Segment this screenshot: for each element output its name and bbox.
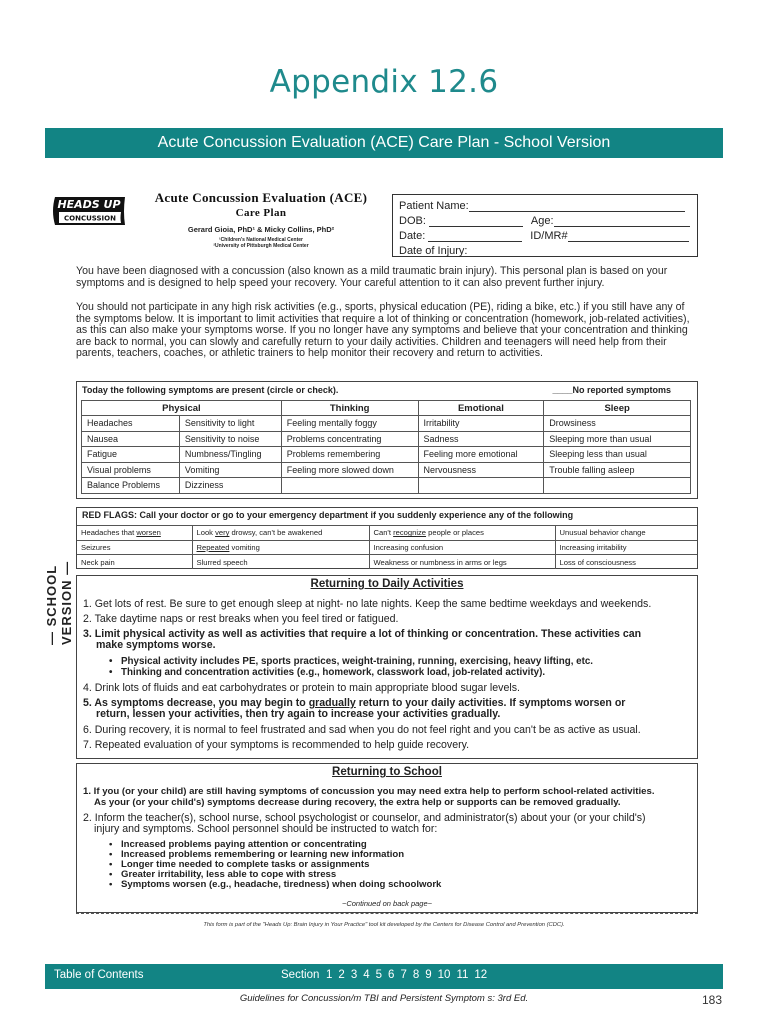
red-flags-box — [76, 507, 698, 569]
symptom-cell[interactable]: Nervousness — [418, 462, 544, 478]
date-field[interactable] — [428, 231, 522, 242]
table-row — [77, 526, 697, 541]
dob-label: DOB: — [399, 215, 426, 227]
symptom-cell[interactable]: Fatigue — [82, 447, 180, 463]
date-label: Date: — [399, 230, 426, 242]
red-flag-cell: Headaches that worsen — [77, 526, 192, 541]
table-row — [82, 462, 691, 478]
section-link-12[interactable]: 12 — [474, 969, 488, 981]
red-flag-cell: Loss of consciousness — [555, 555, 697, 570]
appendix-title: Appendix 12.6 — [269, 64, 499, 100]
symptom-cell[interactable]: Feeling more slowed down — [281, 462, 418, 478]
symptom-cell[interactable]: Visual problems — [82, 462, 180, 478]
banner-title: Acute Concussion Evaluation (ACE) Care Plan - School Version — [45, 128, 723, 158]
school-bullet: • Greater irritability, less able to cope with stress — [109, 869, 337, 880]
red-flag-cell: Can't recognize people or places — [369, 526, 555, 541]
date-of-injury-label: Date of Injury: — [399, 245, 468, 257]
symptom-cell[interactable]: Sleeping more than usual — [544, 431, 691, 447]
affiliation-2: ²University of Pittsburgh Medical Center — [213, 243, 309, 249]
col-header-emotional: Emotional — [418, 401, 544, 416]
table-of-contents-link[interactable]: Table of Contents — [54, 969, 144, 981]
section-link-8[interactable]: 8 — [412, 969, 420, 981]
section-link-11[interactable]: 11 — [456, 969, 469, 981]
red-flags-table — [77, 525, 697, 569]
red-flag-cell: Neck pain — [77, 555, 192, 570]
affiliation-1: ¹Children's National Medical Center — [219, 237, 303, 243]
school-bullet: • Increased problems paying attention or concentrating — [109, 839, 367, 850]
table-row — [82, 447, 691, 463]
symptom-cell[interactable]: Drowsiness — [544, 416, 691, 432]
section-link-4[interactable]: 4 — [363, 969, 370, 981]
red-flags-heading: RED FLAGS: Call your doctor or go to your emergency department if you suddenly experience any of the following — [82, 510, 574, 520]
section-label: Section — [281, 969, 320, 981]
section-link-2[interactable]: 2 — [338, 969, 345, 981]
symptoms-table — [81, 400, 691, 494]
ace-subtitle: Care Plan — [235, 207, 287, 219]
school-heading: Returning to School — [332, 766, 442, 778]
daily-bullet-1: • Physical activity includes PE, sports practices, weight-training, running, exercising, heavy lifting, etc. — [109, 656, 594, 667]
symptom-cell[interactable]: Sadness — [418, 431, 544, 447]
returning-to-school-box — [76, 763, 698, 913]
table-row — [82, 416, 691, 432]
daily-item-5-cont: return, lessen your activities, then try again to increase your activities gradually. — [96, 708, 501, 720]
symptom-cell[interactable] — [544, 478, 691, 494]
daily-item-7: 7. Repeated evaluation of your symptoms is recommended to help guide recovery. — [83, 739, 470, 751]
col-header-sleep: Sleep — [544, 401, 691, 416]
red-flag-cell: Increasing confusion — [369, 540, 555, 555]
daily-activities-heading: Returning to Daily Activities — [310, 578, 464, 590]
intro-paragraph-1: You have been diagnosed with a concussion (also known as a mild traumatic brain injury). This personal plan is based on your symptoms and is designed to help speed your recovery. Your careful attention to it can also prevent further injury. — [76, 265, 668, 289]
daily-activities-box — [76, 575, 698, 759]
guidelines-footer: Guidelines for Concussion/m TBI and Persistent Symptom s: 3rd Ed. — [239, 993, 529, 1004]
section-link-10[interactable]: 10 — [437, 969, 451, 981]
symptom-cell[interactable]: Sleeping less than usual — [544, 447, 691, 463]
symptom-cell[interactable]: Sensitivity to noise — [179, 431, 281, 447]
daily-item-2: 2. Take daytime naps or rest breaks when you feel tired or fatigued. — [83, 613, 399, 625]
symptom-cell[interactable]: Feeling mentally foggy — [281, 416, 418, 432]
table-row — [77, 540, 697, 555]
red-flag-cell: Look very drowsy, can't be awakened — [192, 526, 369, 541]
table-row — [77, 555, 697, 570]
symptom-cell[interactable]: Problems remembering — [281, 447, 418, 463]
idmr-label: ID/MR# — [530, 230, 568, 242]
daily-item-5: 5. As symptoms decrease, you may begin to gradually return to your daily activities. If symptoms worsen or — [83, 697, 626, 709]
no-symptoms-option[interactable]: ____No reported symptoms — [552, 385, 671, 395]
intro-paragraph-2: You should not participate in any high risk activities (e.g., sports, physical education (PE), riding a bike, etc.) if you still have any of the symptoms below. It is important to limit activities that require a lot of thinking or concentration (homework, job-related activities), as this can also make your symptoms worse. If you no longer have any symptoms and believe that your concentration and thinking are back to normal, you can slowly and carefully return to your daily activities. Children and teenagers will need help from their parents, teachers, coaches, or athletic trainers to help monitor their recovery and return to activities. — [76, 301, 690, 360]
heads-up-concussion-logo — [49, 194, 129, 228]
daily-item-6: 6. During recovery, it is normal to feel frustrated and sad when you do not feel right and you can't be as active as usual. — [83, 724, 641, 736]
red-flag-cell: Slurred speech — [192, 555, 369, 570]
age-field[interactable] — [554, 216, 690, 227]
symptom-cell[interactable]: Nausea — [82, 431, 180, 447]
symptom-cell[interactable]: Dizziness — [179, 478, 281, 494]
daily-item-3: 3. Limit physical activity as well as activities that require a lot of thinking or concentration. These activities can — [83, 628, 642, 640]
school-item-2: 2. Inform the teacher(s), school nurse, school psychologist or counselor, and administrator(s) about your (or your child's) — [83, 812, 646, 824]
col-header-physical: Physical — [82, 401, 282, 416]
patient-name-label: Patient Name: — [399, 200, 469, 212]
dob-field[interactable] — [429, 216, 523, 227]
section-link-5[interactable]: 5 — [375, 969, 383, 981]
school-item-1: 1. If you (or your child) are still having symptoms of concussion you may need extra help to perform school-related activities. — [83, 786, 655, 797]
logo-text-heads-up: HEADS UP — [57, 198, 121, 211]
school-bullet: • Symptoms worsen (e.g., headache, tiredness) when doing schoolwork — [109, 879, 442, 890]
symptom-cell[interactable]: Irritability — [418, 416, 544, 432]
idmr-field[interactable] — [568, 231, 689, 242]
symptom-cell[interactable]: Numbness/Tingling — [179, 447, 281, 463]
symptom-cell[interactable]: Headaches — [82, 416, 180, 432]
section-links — [326, 969, 493, 981]
authors: Gerard Gioia, PhD¹ & Micky Collins, PhD² — [187, 225, 335, 234]
symptoms-box — [76, 381, 698, 499]
section-link-3[interactable]: 3 — [350, 969, 358, 981]
daily-item-3-cont: make symptoms worse. — [96, 639, 216, 651]
footer-nav-bar — [45, 964, 723, 989]
logo-text-concussion: CONCUSSION — [64, 214, 116, 223]
symptom-cell[interactable]: Vomiting — [179, 462, 281, 478]
symptom-cell[interactable] — [281, 478, 418, 494]
symptoms-heading: Today the following symptoms are present (circle or check). — [82, 385, 339, 395]
symptom-cell[interactable]: Feeling more emotional — [418, 447, 544, 463]
patient-name-field[interactable] — [469, 201, 685, 212]
red-flag-cell: Seizures — [77, 540, 192, 555]
section-link-9[interactable]: 9 — [425, 969, 432, 981]
col-header-thinking: Thinking — [281, 401, 418, 416]
red-flag-cell: Increasing irritability — [555, 540, 697, 555]
symptom-cell[interactable] — [418, 478, 544, 494]
school-bullet: • Increased problems remembering or learning new information — [109, 849, 405, 860]
school-item-2-cont: injury and symptoms. School personnel should be instructed to watch for: — [94, 823, 438, 835]
daily-bullet-2: • Thinking and concentration activities (e.g., homework, classwork load, job-related activity). — [109, 667, 546, 678]
continued-note: ~Continued on back page~ — [341, 899, 433, 908]
symptoms-header-row — [82, 401, 691, 416]
school-version-side-label: — SCHOOL VERSION — — [44, 560, 74, 645]
symptom-cell[interactable]: Problems concentrating — [281, 431, 418, 447]
school-item-1-cont: As your (or your child's) symptoms decrease during recovery, the extra help or supports can be removed gradually. — [94, 797, 621, 808]
red-flag-cell: Weakness or numbness in arms or legs — [369, 555, 555, 570]
age-label: Age: — [530, 215, 554, 227]
red-flag-cell: Repeated vomiting — [192, 540, 369, 555]
symptom-cell[interactable]: Sensitivity to light — [179, 416, 281, 432]
daily-item-1: 1. Get lots of rest. Be sure to get enough sleep at night- no late nights. Keep the same bedtime weekdays and weekends. — [83, 598, 652, 610]
ace-title: Acute Concussion Evaluation (ACE) — [154, 190, 368, 205]
section-link-1[interactable]: 1 — [326, 969, 333, 981]
daily-item-4: 4. Drink lots of fluids and eat carbohydrates or protein to main appropriate blood sugar levels. — [83, 682, 520, 694]
cdc-footnote: This form is part of the "Heads Up: Brain Injury in Your Practice" tool kit developed by the Centers for Disease Control and Prevention (CDC). — [203, 922, 565, 928]
section-link-6[interactable]: 6 — [388, 969, 395, 981]
red-flag-cell: Unusual behavior change — [555, 526, 697, 541]
page-number: 183 — [701, 993, 722, 1007]
date-of-injury-field[interactable] — [467, 246, 682, 257]
symptom-cell[interactable]: Trouble falling asleep — [544, 462, 691, 478]
section-link-7[interactable]: 7 — [400, 969, 407, 981]
table-row — [82, 478, 691, 494]
cut-line — [76, 913, 698, 914]
symptom-cell[interactable]: Balance Problems — [82, 478, 180, 494]
table-row — [82, 431, 691, 447]
school-bullet: • Longer time needed to complete tasks or assignments — [109, 859, 370, 870]
patient-info-box — [392, 194, 698, 257]
